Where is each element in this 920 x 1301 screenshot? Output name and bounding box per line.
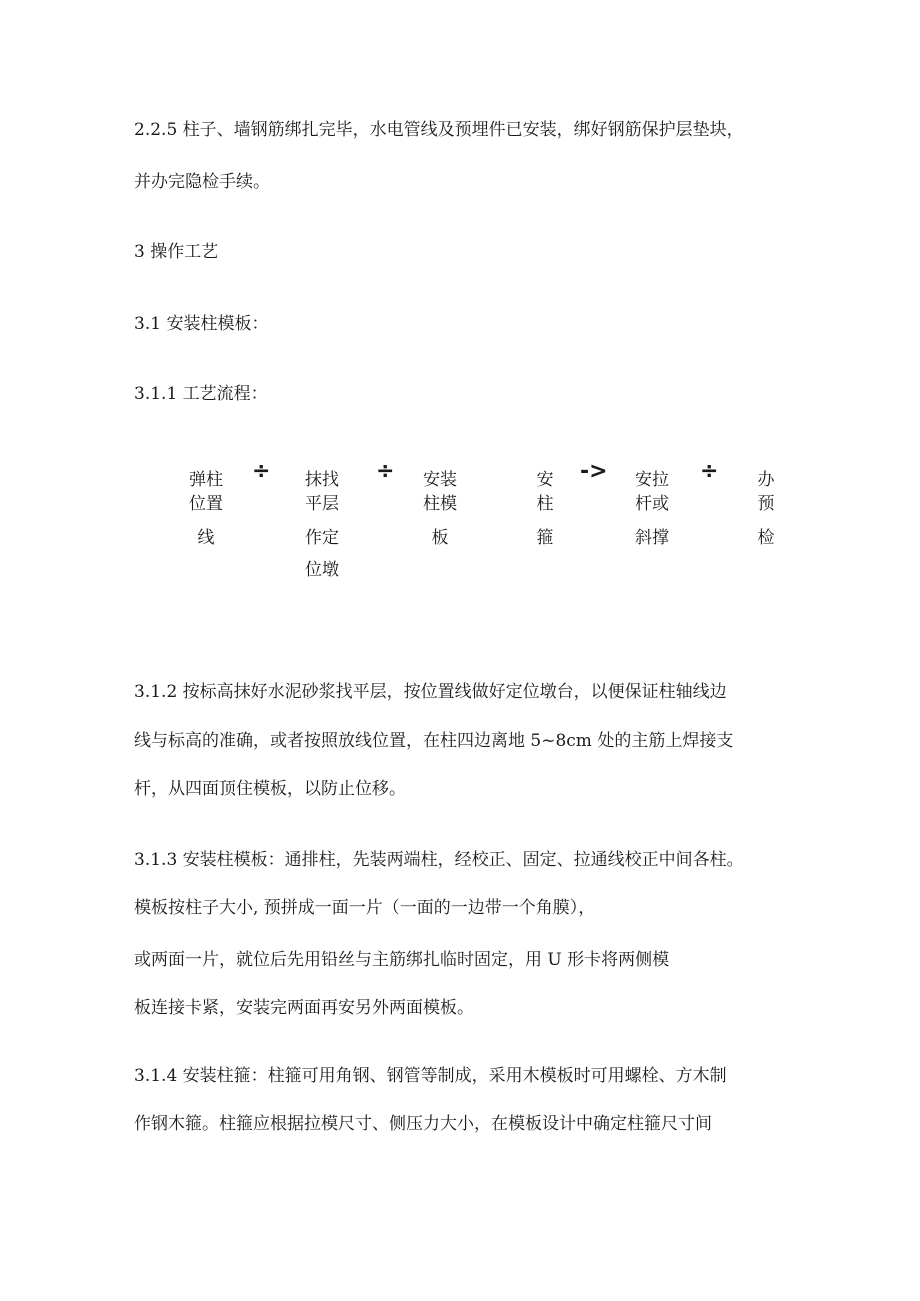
paragraph-3-1-4-line-2: 作钢木箍。柱箍应根据拉模尺寸、侧压力大小，在模板设计中确定柱箍尺寸间 (134, 1114, 712, 1134)
heading-3: 3 操作工艺 (134, 242, 219, 262)
paragraph-2-2-5-line-1: 2.2.5 柱子、墙钢筋绑扎完毕，水电管线及预埋件已安装，绑好钢筋保护层垫块， (134, 120, 744, 140)
paragraph-3-1-2-line-3: 杆，从四面顶住模板，以防止位移。 (134, 779, 406, 799)
flow-step-2-line-4: 位墩 (305, 560, 339, 580)
flow-step-6 (755, 468, 777, 550)
flow-step-6-line-2: 预 (757, 494, 775, 514)
flow-step-2-line-2: 平层 (305, 494, 339, 514)
flow-arrow-4: ÷ (700, 459, 719, 484)
flow-step-4-line-1: 安 (536, 470, 554, 490)
flow-step-2-line-3: 作定 (305, 528, 339, 548)
paragraph-3-1-2-line-1: 3.1.2 按标高抹好水泥砂浆找平层，按位置线做好定位墩台，以便保证柱轴线边 (134, 682, 727, 702)
flow-step-4-line-2: 柱 (536, 494, 554, 514)
flow-step-1-line-2: 位置 (189, 494, 223, 514)
flow-step-1 (186, 468, 226, 550)
flow-step-6-line-3: 检 (757, 528, 775, 548)
flow-step-1-line-3: 线 (197, 528, 215, 548)
heading-3-1: 3.1 安装柱模板： (134, 314, 269, 334)
paragraph-3-1-3-line-2: 模板按柱子大小, 预拼成一面一片（一面的一边带一个角膜）， (134, 898, 596, 918)
flow-arrow-3: -> (580, 459, 608, 484)
paragraph-2-2-5-line-2: 并办完隐检手续。 (134, 172, 270, 192)
flow-step-3-line-1: 安装 (423, 470, 457, 490)
heading-3-1-1: 3.1.1 工艺流程： (134, 384, 268, 404)
flow-step-1-line-1: 弹柱 (189, 470, 223, 490)
flow-step-3-line-3: 板 (431, 528, 449, 548)
flow-step-4-line-3: 箍 (536, 528, 554, 548)
flow-step-5-line-3: 斜撑 (635, 528, 669, 548)
flow-step-2-line-1: 抹找 (305, 470, 339, 490)
paragraph-3-1-3-line-3: 或两面一片，就位后先用铅丝与主筋绑扎临时固定，用 U 形卡将两侧模 (134, 950, 670, 970)
paragraph-3-1-3-line-4: 板连接卡紧，安装完两面再安另外两面模板。 (134, 998, 474, 1018)
paragraph-3-1-2-line-2: 线与标高的准确，或者按照放线位置，在柱四边离地 5~8cm 处的主筋上焊接支 (134, 731, 734, 751)
flow-step-2 (302, 468, 342, 582)
flow-step-3-line-2: 柱模 (423, 494, 457, 514)
flow-step-5-line-1: 安拉 (635, 470, 669, 490)
flow-step-3 (420, 468, 460, 550)
flow-step-5-line-2: 杆或 (635, 494, 669, 514)
paragraph-3-1-4-line-1: 3.1.4 安装柱箍：柱箍可用角钢、钢管等制成，采用木模板时可用螺栓、方木制 (134, 1066, 727, 1086)
flow-arrow-1: ÷ (252, 459, 271, 484)
paragraph-3-1-3-line-1: 3.1.3 安装柱模板：通排柱，先装两端柱，经校正、固定、拉通线校正中间各柱。 (134, 850, 744, 870)
flow-step-4 (534, 468, 556, 550)
flow-arrow-2: ÷ (376, 459, 395, 484)
flow-step-5 (632, 468, 672, 550)
flow-step-6-line-1: 办 (757, 470, 775, 490)
